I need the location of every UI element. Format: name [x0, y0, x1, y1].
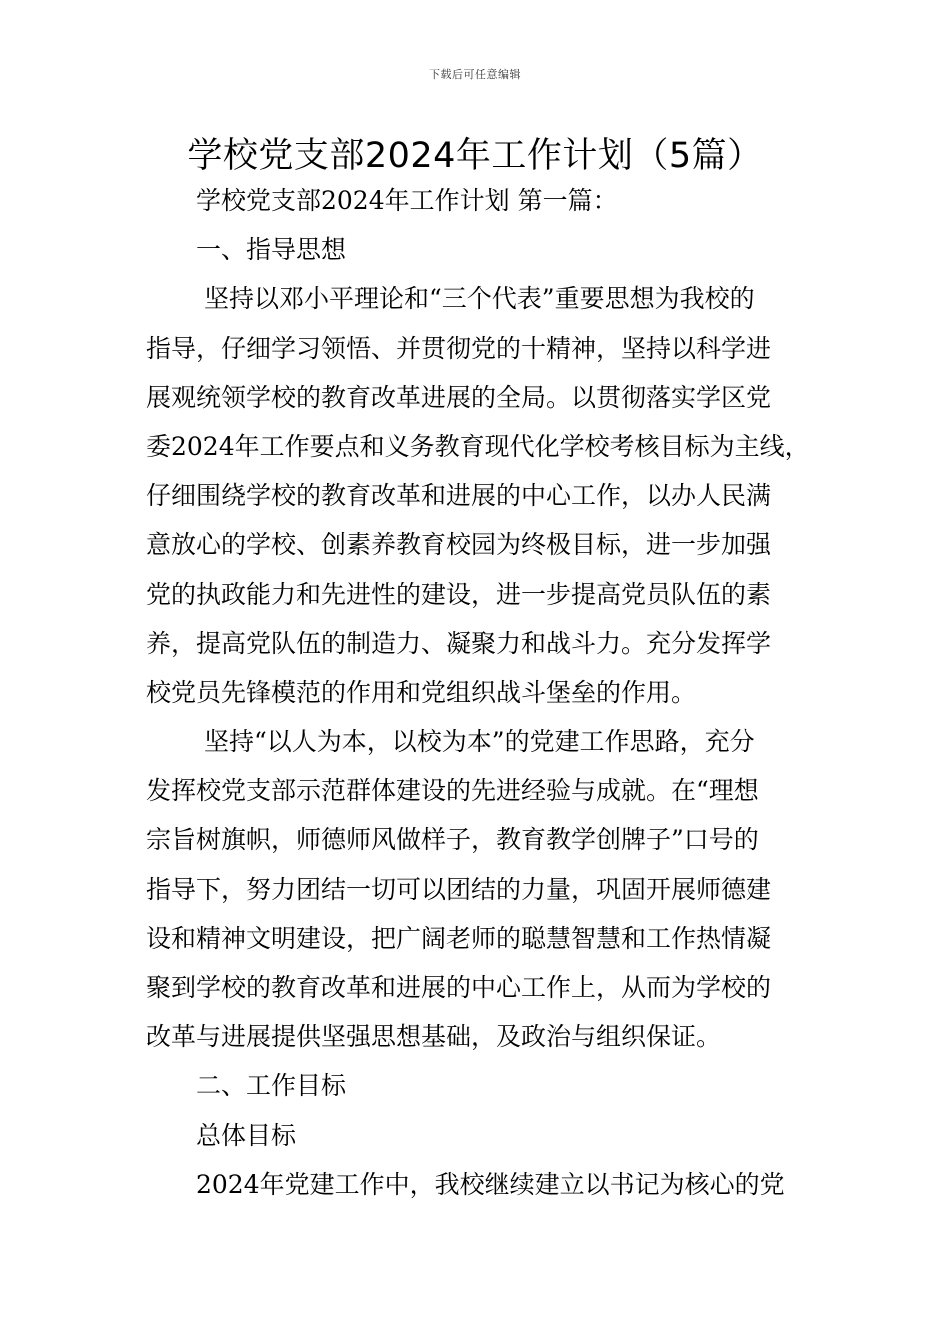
text-line: 宗旨树旗帜，师德师风做样子，教育教学创牌子”口号的 [146, 825, 759, 855]
text-line: 展观统领学校的教育改革进展的全局。以贯彻落实学区党 [146, 382, 772, 412]
text-line: 坚持以邓小平理论和“三个代表”重要思想为我校的 [204, 284, 755, 314]
text-line: 聚到学校的教育改革和进展的中心工作上，从而为学校的 [146, 973, 772, 1002]
text-line: 学校党支部2024年工作计划 第一篇： [196, 186, 618, 215]
text-line: 养，提高党队伍的制造力、凝聚力和战斗力。充分发挥学 [146, 628, 772, 658]
text-line: 党的执政能力和先进性的建设，进一步提高党员队伍的素 [146, 579, 772, 609]
document-body [146, 176, 826, 1209]
text-line: 指导下，努力团结一切可以团结的力量，巩固开展师德建 [146, 874, 772, 904]
text-line: 设和精神文明建设，把广阔老师的聪慧智慧和工作热情凝 [146, 923, 772, 953]
text-line: 一、指导思想 [196, 235, 347, 265]
text-line: 发挥校党支部示范群体建设的先进经验与成就。在“理想 [146, 776, 759, 806]
text-line: 总体目标 [196, 1120, 297, 1150]
text-line: 二、工作目标 [196, 1071, 347, 1101]
text-line: 坚持“以人为本，以校为本”的党建工作思路，充分 [204, 727, 755, 757]
text-line: 委2024年工作要点和义务教育现代化学校考核目标为主线， [146, 431, 810, 461]
text-line: 指导，仔细学习领悟、并贯彻党的十精神，坚持以科学进 [146, 333, 772, 363]
text-line: 仔细围绕学校的教育改革和进展的中心工作，以办人民满 [146, 481, 772, 511]
header-note: 下载后可任意编辑 [429, 68, 521, 81]
text-line: 2024年党建工作中，我校继续建立以书记为核心的党 [196, 1169, 785, 1199]
text-line: 改革与进展提供坚强思想基础，及政治与组织保证。 [146, 1022, 722, 1052]
text-line: 意放心的学校、创素养教育校园为终极目标，进一步加强 [146, 530, 772, 560]
document-title: 学校党支部2024年工作计划（5篇） [187, 136, 763, 176]
text-line: 校党员先锋模范的作用和党组织战斗堡垒的作用。 [146, 677, 697, 707]
